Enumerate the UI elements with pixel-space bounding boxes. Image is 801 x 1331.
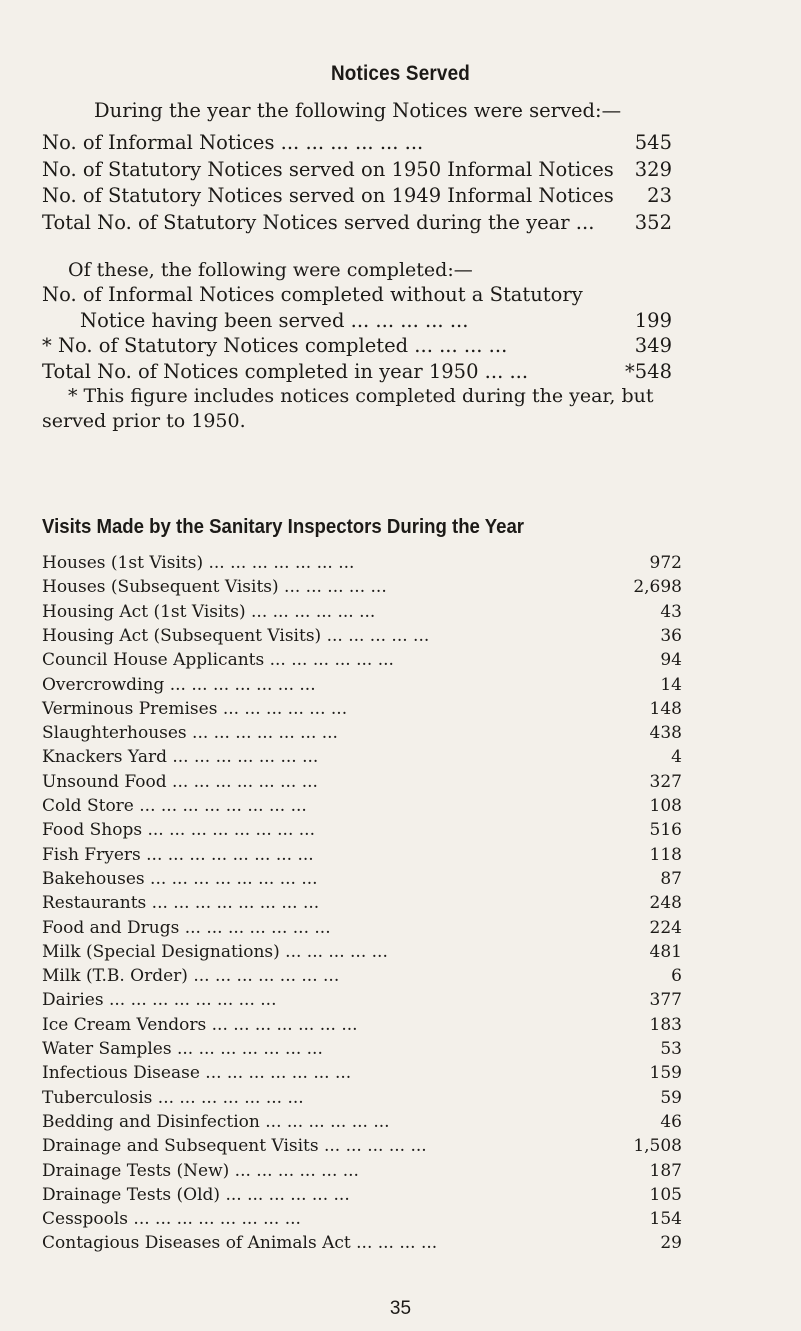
served-row — [42, 211, 672, 241]
visit-row-value: 4 — [671, 747, 682, 768]
visit-row-label: Cold Store ... ... ... ... ... ... ... ... — [42, 796, 307, 816]
visit-row — [42, 723, 682, 747]
visit-row — [42, 820, 682, 844]
visit-row-value: 248 — [649, 893, 682, 914]
visit-row-value: 36 — [660, 625, 682, 646]
visit-row — [42, 1209, 682, 1233]
visit-row-value: 187 — [649, 1160, 682, 1181]
completed-stat-row-value: *548 — [625, 359, 672, 383]
visit-row — [42, 845, 682, 869]
visit-row-label: Overcrowding ... ... ... ... ... ... ... — [42, 674, 316, 695]
visit-row-label: Contagious Diseases of Animals Act ... ... ... ... — [42, 1233, 438, 1254]
completed-stat-row-label: Total No. of Notices completed in year 1950 ... ... — [42, 359, 529, 383]
visit-row-value: 148 — [649, 698, 682, 719]
visit-row-label: Drainage Tests (New) ... ... ... ... ... ... — [42, 1160, 359, 1181]
visit-row-value: 108 — [649, 796, 682, 816]
served-row — [42, 184, 672, 214]
visit-row-label: Tuberculosis ... ... ... ... ... ... ... — [42, 1087, 304, 1108]
completed-stat-row-value: 349 — [634, 334, 672, 357]
visit-row-value: 94 — [660, 650, 682, 671]
visit-row — [42, 650, 682, 674]
visit-row — [42, 1112, 682, 1136]
visit-row-label: Houses (Subsequent Visits) ... ... ... ... ... — [42, 577, 387, 598]
visit-row-label: Milk (T.B. Order) ... ... ... ... ... ... ... — [42, 966, 340, 987]
served-row-label: No. of Statutory Notices served on 1949 Informal Notices — [42, 184, 614, 207]
visit-row — [42, 1039, 682, 1063]
visit-row-label: Food Shops ... ... ... ... ... ... ... ... — [42, 820, 315, 841]
visit-row-value: 59 — [660, 1087, 682, 1108]
visit-row-value: 516 — [649, 820, 682, 841]
visit-row-value: 43 — [660, 601, 682, 622]
notices-intro: During the year the following Notices were served:— — [94, 99, 622, 122]
visit-row-label: Drainage Tests (Old) ... ... ... ... ... ... — [42, 1184, 350, 1205]
visit-row-label: Milk (Special Designations) ... ... ... ... ... — [42, 941, 388, 962]
visit-row — [42, 1161, 682, 1185]
visit-row-value: 183 — [649, 1014, 682, 1035]
visit-row-value: 327 — [649, 771, 682, 792]
visit-row — [42, 675, 682, 699]
visit-row-value: 87 — [660, 868, 682, 889]
completed-label-line1: No. of Informal Notices completed without a Statutory — [42, 283, 583, 306]
visits-heading: Visits Made by the Sanitary Inspectors During the Year — [42, 516, 525, 538]
served-row-label: No. of Informal Notices ... ... ... ... ... ... — [42, 131, 424, 154]
visit-row-label: Bedding and Disinfection ... ... ... ... ... ... — [42, 1111, 390, 1132]
served-row-value: 352 — [634, 210, 672, 234]
visit-row-label: Restaurants ... ... ... ... ... ... ... ... — [42, 893, 320, 914]
visit-row-label: Council House Applicants ... ... ... ... ... ... — [42, 650, 394, 671]
completed-value: 199 — [634, 309, 672, 332]
visit-row — [42, 747, 682, 771]
visit-row — [42, 577, 682, 601]
visit-row-value: 29 — [660, 1233, 682, 1254]
visit-row — [42, 1063, 682, 1087]
visit-row-label: Bakehouses ... ... ... ... ... ... ... ... — [42, 868, 318, 889]
visit-row — [42, 1233, 682, 1257]
visit-row-label: Verminous Premises ... ... ... ... ... ... — [42, 698, 348, 719]
visit-row-label: Fish Fryers ... ... ... ... ... ... ... ... — [42, 844, 314, 865]
visit-row-value: 14 — [660, 674, 682, 695]
served-row-label: No. of Statutory Notices served on 1950 Informal Notices — [42, 157, 614, 181]
visit-row — [42, 602, 682, 626]
visit-row-value: 118 — [649, 844, 682, 865]
visit-row — [42, 1185, 682, 1209]
visit-row-label: Cesspools ... ... ... ... ... ... ... ... — [42, 1209, 301, 1230]
visit-row — [42, 990, 682, 1014]
visit-row — [42, 553, 682, 577]
completed-label-line2: Notice having been served ... ... ... ... ... — [80, 309, 469, 332]
visit-row-value: 438 — [649, 723, 682, 744]
visit-row-label: Food and Drugs ... ... ... ... ... ... ... — [42, 917, 331, 938]
visit-row — [42, 1136, 682, 1160]
visit-row — [42, 626, 682, 650]
visit-row-label: Unsound Food ... ... ... ... ... ... ... — [42, 771, 318, 792]
served-row-value: 329 — [634, 157, 672, 181]
visit-row-value: 154 — [649, 1209, 682, 1230]
visit-row-label: Ice Cream Vendors ... ... ... ... ... ... ... — [42, 1014, 358, 1035]
visit-row — [42, 1015, 682, 1039]
visit-row-value: 972 — [649, 553, 682, 573]
completed-stat-row-label: * No. of Statutory Notices completed ... ... ... ... — [42, 334, 508, 357]
visit-row — [42, 1088, 682, 1112]
footnote-line1: * This figure includes notices completed during the year, but — [68, 385, 654, 407]
visit-row-label: Drainage and Subsequent Visits ... ... ... ... ... — [42, 1136, 427, 1157]
visit-row — [42, 966, 682, 990]
served-row-value: 545 — [634, 131, 672, 154]
visit-row-label: Water Samples ... ... ... ... ... ... ... — [42, 1039, 323, 1059]
visit-row-label: Housing Act (Subsequent Visits) ... ... ... ... ... — [42, 625, 430, 646]
visit-row-value: 6 — [671, 966, 682, 987]
visit-row-value: 1,508 — [633, 1136, 682, 1157]
served-row — [42, 131, 672, 161]
page-number: 35 — [389, 1298, 412, 1319]
footnote-line2: served prior to 1950. — [42, 410, 246, 432]
visit-row-value: 159 — [649, 1063, 682, 1084]
visit-row-value: 481 — [649, 941, 682, 962]
served-row-value: 23 — [647, 184, 672, 207]
visit-row-label: Dairies ... ... ... ... ... ... ... ... — [42, 990, 277, 1011]
visit-row — [42, 699, 682, 723]
visit-row-label: Slaughterhouses ... ... ... ... ... ... ... — [42, 723, 338, 744]
visit-row-value: 2,698 — [633, 577, 682, 598]
completed-intro: Of these, the following were completed:— — [68, 259, 473, 281]
visit-row-value: 224 — [649, 917, 682, 938]
visit-row-label: Housing Act (1st Visits) ... ... ... ... ... ... — [42, 601, 376, 622]
visit-row — [42, 869, 682, 893]
visit-row-label: Infectious Disease ... ... ... ... ... ... ... — [42, 1063, 352, 1084]
visit-row-value: 46 — [660, 1111, 682, 1132]
visit-row-label: Knackers Yard ... ... ... ... ... ... ... — [42, 747, 319, 768]
served-row-label: Total No. of Statutory Notices served during the year ... — [42, 210, 595, 234]
visit-row-value: 53 — [660, 1039, 682, 1059]
visit-row-value: 377 — [649, 990, 682, 1011]
served-row — [42, 158, 672, 188]
notices-served-heading: Notices Served — [330, 62, 471, 85]
visit-row-value: 105 — [649, 1184, 682, 1205]
visit-row — [42, 918, 682, 942]
visit-row — [42, 893, 682, 917]
visit-row — [42, 942, 682, 966]
visit-row — [42, 796, 682, 820]
visit-row — [42, 772, 682, 796]
visit-row-label: Houses (1st Visits) ... ... ... ... ... ... ... — [42, 553, 355, 573]
